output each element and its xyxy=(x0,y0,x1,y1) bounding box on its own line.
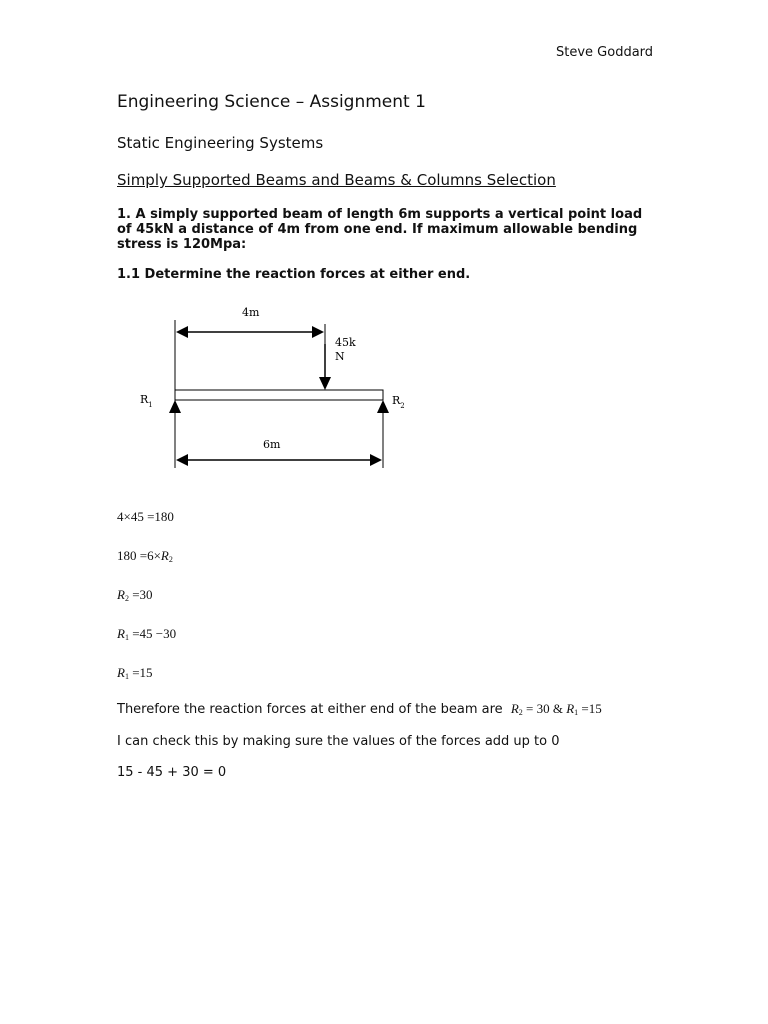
section-heading: Simply Supported Beams and Beams & Columns Selection xyxy=(117,171,556,189)
equation-4-var: R xyxy=(117,626,125,641)
conclusion-text: Therefore the reaction forces at either end of the beam are xyxy=(117,702,503,717)
load-label-line-2: N xyxy=(335,350,345,363)
equation-4-sub: 1 xyxy=(124,633,129,642)
reaction-right-label: $R_2$ xyxy=(392,394,405,410)
left-support-icon xyxy=(169,400,181,413)
reaction-left-label: $R_1$ xyxy=(140,393,153,409)
beam-diagram xyxy=(130,300,430,480)
beam xyxy=(175,390,383,400)
equation-2 xyxy=(117,548,173,564)
span-label: 6m xyxy=(263,438,281,451)
equation-5-rhs: =15 xyxy=(128,665,153,680)
distance-arrow-right xyxy=(312,326,324,338)
question-1: 1. A simply supported beam of length 6m supports a vertical point load of 45kN a distance of 4m from one end. If maximum allowable bending stress is 120Mpa: xyxy=(117,207,643,252)
equation-4 xyxy=(117,626,176,642)
conclusion-r1-sub: 1 xyxy=(574,708,579,717)
equation-2-var: R xyxy=(160,548,169,563)
sum-check: 15 - 45 + 30 = 0 xyxy=(117,765,227,780)
author-name: Steve Goddard xyxy=(556,45,654,60)
conclusion-r2-rhs: = 30 & xyxy=(522,701,567,716)
question-1-1: 1.1 Determine the reaction forces at either end. xyxy=(117,267,471,282)
right-support-icon xyxy=(377,400,389,413)
equation-2-lhs: 180 =6× xyxy=(117,548,161,563)
page-title: Engineering Science – Assignment 1 xyxy=(117,92,426,112)
equation-4-rhs: =45 −30 xyxy=(128,626,177,641)
span-arrow-right xyxy=(370,454,382,466)
conclusion-r2-sub: 2 xyxy=(518,708,523,717)
conclusion-r1-var: R xyxy=(566,701,575,716)
conclusion-equation xyxy=(511,701,602,716)
distance-label: 4m xyxy=(242,306,260,319)
conclusion-r1-rhs: =15 xyxy=(578,701,602,716)
equation-5-var: R xyxy=(117,665,125,680)
equation-3-rhs: =30 xyxy=(128,587,153,602)
equation-2-sub: 2 xyxy=(168,555,173,564)
span-arrow-left xyxy=(176,454,188,466)
equation-5 xyxy=(117,665,153,681)
conclusion-line xyxy=(117,701,602,717)
equation-3-sub: 2 xyxy=(124,594,129,603)
conclusion-r2-var: R xyxy=(510,701,519,716)
subtitle: Static Engineering Systems xyxy=(117,134,324,152)
distance-arrow-left xyxy=(176,326,188,338)
equation-3-var: R xyxy=(117,587,125,602)
equation-1: 4×45 =180 xyxy=(117,509,174,524)
check-statement: I can check this by making sure the values of the forces add up to 0 xyxy=(117,734,560,749)
point-load-arrowhead xyxy=(319,377,331,390)
load-label-line-1: 45k xyxy=(335,336,356,349)
equation-3 xyxy=(117,587,153,603)
equation-5-sub: 1 xyxy=(124,672,129,681)
